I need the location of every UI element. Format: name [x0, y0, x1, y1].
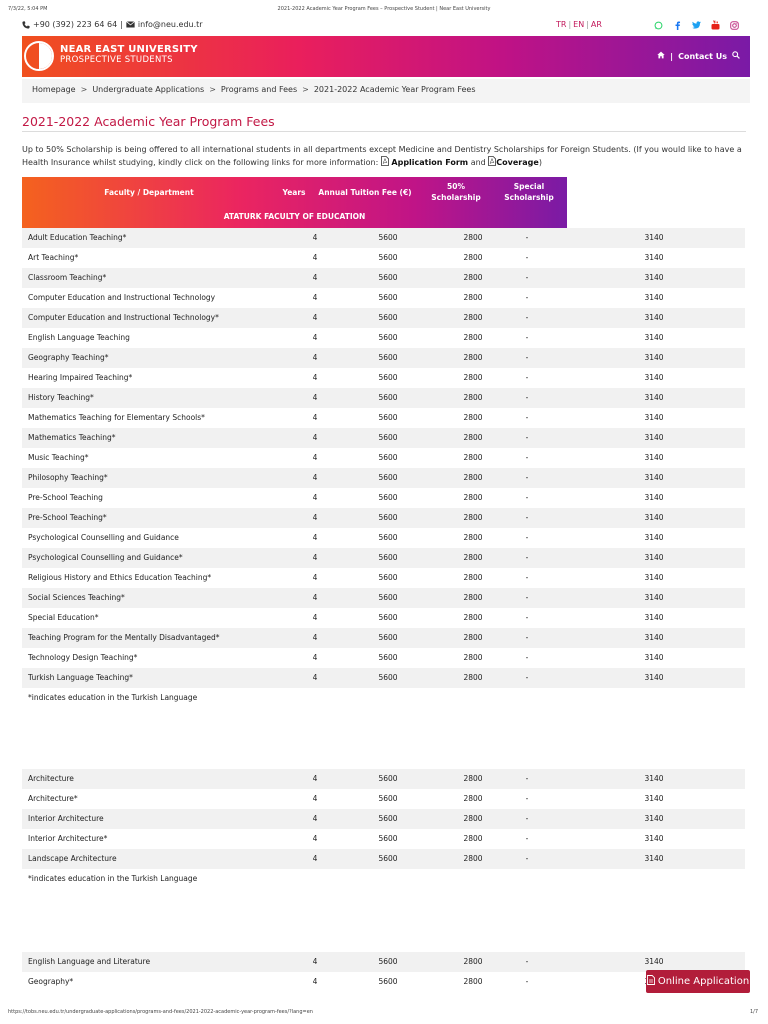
header-annual-tuition-fee: Annual Tuition Fee (€) [318, 188, 412, 197]
scholarship-amount-value: 3140 [644, 553, 664, 562]
years-value: 4 [312, 473, 318, 482]
table-row [22, 769, 745, 789]
print-date: 7/3/22, 5:04 PM [8, 6, 48, 12]
table-row [22, 829, 745, 849]
years-value: 4 [312, 393, 318, 402]
scholarship-50-value: 2800 [463, 313, 483, 322]
scholarship-50-value: 2800 [463, 233, 483, 242]
department-name: History Teaching* [28, 393, 94, 402]
years-value: 4 [312, 273, 318, 282]
scholarship-50-value: 2800 [463, 977, 483, 986]
logo-line-1: NEAR EAST UNIVERSITY [60, 44, 198, 55]
department-name: Music Teaching* [28, 453, 89, 462]
scholarship-50-value: 2800 [463, 373, 483, 382]
scholarship-amount-value: 3140 [644, 353, 664, 362]
table-row [22, 528, 745, 548]
table-row [22, 428, 745, 448]
table-row [22, 348, 745, 368]
scholarship-amount-value: 3140 [644, 854, 664, 863]
department-name: Religious History and Ethics Education Teaching* [28, 573, 212, 582]
site-banner [22, 36, 750, 77]
scholarship-50-value: 2800 [463, 493, 483, 502]
table-row [22, 368, 745, 388]
years-value: 4 [312, 333, 318, 342]
table-row [22, 468, 745, 488]
language-switcher [556, 20, 602, 29]
intro-and: and [470, 158, 486, 167]
scholarship-amount-value: 3140 [644, 593, 664, 602]
contact-bar [22, 20, 203, 29]
special-scholarship-value: - [525, 233, 529, 242]
table-row [22, 952, 745, 972]
tuition-fee-value: 5600 [378, 373, 398, 382]
university-logo-icon[interactable] [24, 41, 54, 71]
special-scholarship-value: - [525, 513, 529, 522]
breadcrumb-item-undergraduate-applications[interactable]: Undergraduate Applications [92, 85, 205, 94]
special-scholarship-value: - [525, 573, 529, 582]
department-name: Psychological Counselling and Guidance [28, 533, 179, 542]
years-value: 4 [312, 313, 318, 322]
breadcrumb-item-current: 2021-2022 Academic Year Program Fees [313, 85, 476, 94]
tuition-fee-value: 5600 [378, 854, 398, 863]
years-value: 4 [312, 794, 318, 803]
tuition-fee-value: 5600 [378, 613, 398, 622]
facebook-icon[interactable] [671, 19, 683, 31]
scholarship-50-value: 2800 [463, 513, 483, 522]
scholarship-50-value: 2800 [463, 333, 483, 342]
department-name: Geography Teaching* [28, 353, 109, 362]
tuition-fee-value: 5600 [378, 957, 398, 966]
department-name: Art Teaching* [28, 253, 79, 262]
department-name: Interior Architecture [28, 814, 104, 823]
years-value: 4 [312, 233, 318, 242]
table-row [22, 228, 745, 248]
breadcrumb-separator: > [302, 85, 309, 94]
lang-en[interactable]: EN [573, 20, 585, 29]
tuition-fee-value: 5600 [378, 493, 398, 502]
table-row [22, 608, 745, 628]
department-name: Turkish Language Teaching* [28, 673, 133, 682]
table-row [22, 849, 745, 869]
table-row [22, 648, 745, 668]
special-scholarship-value: - [525, 977, 529, 986]
scholarship-amount-value: 3140 [644, 573, 664, 582]
special-scholarship-value: - [525, 253, 529, 262]
tuition-fee-value: 5600 [378, 353, 398, 362]
tuition-fee-value: 5600 [378, 233, 398, 242]
special-scholarship-value: - [525, 653, 529, 662]
table-row [22, 548, 745, 568]
scholarship-50-value: 2800 [463, 473, 483, 482]
pdf-icon [381, 156, 389, 170]
special-scholarship-value: - [525, 333, 529, 342]
department-name: Pre-School Teaching [28, 493, 103, 502]
department-name: Psychological Counselling and Guidance* [28, 553, 183, 562]
tuition-fee-value: 5600 [378, 533, 398, 542]
tuition-fee-value: 5600 [378, 774, 398, 783]
department-name: Hearing Impaired Teaching* [28, 373, 133, 382]
years-value: 4 [312, 573, 318, 582]
scholarship-amount-value: 3140 [644, 673, 664, 682]
special-scholarship-value: - [525, 473, 529, 482]
special-scholarship-value: - [525, 834, 529, 843]
scholarship-50-value: 2800 [463, 774, 483, 783]
special-scholarship-value: - [525, 553, 529, 562]
header-special-scholarship: Special Scholarship [504, 182, 554, 202]
print-title: 2021-2022 Academic Year Program Fees – Prospective Student | Near East University [277, 6, 491, 12]
scholarship-amount-value: 3140 [644, 493, 664, 502]
scholarship-amount-value: 3140 [644, 533, 664, 542]
special-scholarship-value: - [525, 774, 529, 783]
years-value: 4 [312, 814, 318, 823]
department-name: Mathematics Teaching for Elementary Schools* [28, 413, 205, 422]
coverage-link[interactable]: Coverage [496, 158, 539, 167]
tuition-fee-value: 5600 [378, 673, 398, 682]
scholarship-50-value: 2800 [463, 533, 483, 542]
tuition-fee-value: 5600 [378, 393, 398, 402]
table-row [22, 408, 745, 428]
breadcrumb-item-homepage[interactable]: Homepage [32, 85, 76, 94]
header-50-scholarship: 50% Scholarship [431, 182, 481, 202]
breadcrumb-item-programs-and-fees[interactable]: Programs and Fees [220, 85, 298, 94]
scholarship-amount-value: 3140 [644, 453, 664, 462]
years-value: 4 [312, 353, 318, 362]
special-scholarship-value: - [525, 353, 529, 362]
instagram-icon[interactable] [728, 19, 740, 31]
years-value: 4 [312, 633, 318, 642]
years-value: 4 [312, 977, 318, 986]
print-url: https://tobs.neu.edu.tr/undergraduate-applications/programs-and-fees/2021-2022-academic-year-program-fees/?lang=en [8, 1009, 313, 1015]
tuition-fee-value: 5600 [378, 293, 398, 302]
scholarship-amount-value: 3140 [644, 393, 664, 402]
scholarship-50-value: 2800 [463, 393, 483, 402]
tuition-fee-value: 5600 [378, 273, 398, 282]
department-name: Landscape Architecture [28, 854, 117, 863]
breadcrumb-separator: > [80, 85, 88, 94]
scholarship-amount-value: 3140 [644, 814, 664, 823]
contact-us-link[interactable]: Contact Us [678, 51, 727, 61]
scholarship-amount-value: 3140 [644, 513, 664, 522]
years-value: 4 [312, 774, 318, 783]
table-row [22, 972, 745, 992]
home-icon[interactable] [657, 51, 665, 61]
logo-line-2: PROSPECTIVE STUDENTS [60, 55, 173, 65]
special-scholarship-value: - [525, 633, 529, 642]
scholarship-amount-value: 3140 [644, 834, 664, 843]
years-value: 4 [312, 854, 318, 863]
years-value: 4 [312, 433, 318, 442]
faculty-heading: ATATURK FACULTY OF EDUCATION [223, 212, 366, 221]
youtube-icon[interactable] [709, 19, 721, 31]
university-logo-text[interactable] [60, 44, 198, 66]
department-name: Interior Architecture* [28, 834, 108, 843]
department-name: Computer Education and Instructional Technology [28, 293, 216, 302]
table-row [22, 448, 745, 468]
special-scholarship-value: - [525, 854, 529, 863]
scholarship-amount-value: 3140 [644, 613, 664, 622]
table-row [22, 248, 745, 268]
scholarship-50-value: 2800 [463, 673, 483, 682]
fees-table-header [22, 177, 567, 228]
email-link[interactable]: info@neu.edu.tr [137, 20, 203, 29]
online-application-label: Online Application [657, 976, 750, 987]
scholarship-amount-value: 3140 [644, 333, 664, 342]
special-scholarship-value: - [525, 313, 529, 322]
table-row [22, 789, 745, 809]
years-value: 4 [312, 493, 318, 502]
intro-paragraph [22, 144, 744, 170]
scholarship-amount-value: 3140 [644, 413, 664, 422]
print-page-number: 1/7 [749, 1009, 758, 1015]
years-value: 4 [312, 653, 318, 662]
years-value: 4 [312, 293, 318, 302]
scholarship-50-value: 2800 [463, 573, 483, 582]
tuition-fee-value: 5600 [378, 553, 398, 562]
title-divider [22, 131, 746, 132]
table-row [22, 588, 745, 608]
document-icon [647, 975, 655, 988]
tuition-fee-value: 5600 [378, 593, 398, 602]
scholarship-50-value: 2800 [463, 433, 483, 442]
lang-ar[interactable]: AR [590, 20, 602, 29]
department-name: Adult Education Teaching* [28, 233, 127, 242]
table-row [22, 388, 745, 408]
banner-menu [657, 51, 740, 61]
years-value: 4 [312, 553, 318, 562]
special-scholarship-value: - [525, 533, 529, 542]
tuition-fee-value: 5600 [378, 453, 398, 462]
mail-icon [126, 21, 135, 28]
department-name: Special Education* [28, 613, 99, 622]
header-faculty-department: Faculty / Department [104, 188, 194, 197]
department-name: Mathematics Teaching* [28, 433, 116, 442]
twitter-icon[interactable] [690, 19, 702, 31]
scholarship-amount-value: 3140 [644, 293, 664, 302]
special-scholarship-value: - [525, 293, 529, 302]
tuition-fee-value: 5600 [378, 333, 398, 342]
scholarship-amount-value: 3140 [644, 313, 664, 322]
scholarship-50-value: 2800 [463, 273, 483, 282]
table-row [22, 628, 745, 648]
table-row [22, 488, 745, 508]
years-value: 4 [312, 593, 318, 602]
tuition-fee-value: 5600 [378, 313, 398, 322]
lang-separator: | [568, 20, 572, 29]
scholarship-50-value: 2800 [463, 957, 483, 966]
table-row [22, 328, 745, 348]
scholarship-amount-value: 3140 [644, 794, 664, 803]
tuition-fee-value: 5600 [378, 513, 398, 522]
whatsapp-icon[interactable] [652, 19, 664, 31]
special-scholarship-value: - [525, 433, 529, 442]
turkish-language-note: *indicates education in the Turkish Language [22, 869, 745, 889]
scholarship-50-value: 2800 [463, 413, 483, 422]
special-scholarship-value: - [525, 493, 529, 502]
special-scholarship-value: - [525, 613, 529, 622]
special-scholarship-value: - [525, 413, 529, 422]
years-value: 4 [312, 533, 318, 542]
department-name: Technology Design Teaching* [28, 653, 138, 662]
scholarship-amount-value: 3140 [644, 233, 664, 242]
special-scholarship-value: - [525, 373, 529, 382]
scholarship-amount-value: 3140 [644, 653, 664, 662]
scholarship-50-value: 2800 [463, 293, 483, 302]
breadcrumb-separator: > [209, 85, 216, 94]
table-row [22, 288, 745, 308]
years-value: 4 [312, 373, 318, 382]
department-name: Classroom Teaching* [28, 273, 107, 282]
department-name: Architecture* [28, 794, 78, 803]
department-name: Architecture [28, 774, 74, 783]
table-row [22, 668, 745, 688]
scholarship-50-value: 2800 [463, 353, 483, 362]
scholarship-amount-value: 3140 [644, 433, 664, 442]
phone-icon [22, 21, 30, 29]
department-name: Teaching Program for the Mentally Disadvantaged* [28, 633, 220, 642]
special-scholarship-value: - [525, 814, 529, 823]
scholarship-50-value: 2800 [463, 854, 483, 863]
scholarship-amount-value: 3140 [644, 273, 664, 282]
menu-separator: | [670, 51, 674, 61]
table-row [22, 568, 745, 588]
scholarship-50-value: 2800 [463, 794, 483, 803]
table-row [22, 809, 745, 829]
years-value: 4 [312, 834, 318, 843]
online-application-button[interactable] [646, 970, 750, 993]
intro-close: ) [538, 158, 542, 167]
special-scholarship-value: - [525, 453, 529, 462]
scholarship-amount-value: 3140 [644, 373, 664, 382]
tuition-fee-value: 5600 [378, 653, 398, 662]
contact-separator: | [120, 20, 123, 29]
scholarship-amount-value: 3140 [644, 633, 664, 642]
department-name: Computer Education and Instructional Technology* [28, 313, 219, 322]
years-value: 4 [312, 673, 318, 682]
department-name: Social Sciences Teaching* [28, 593, 125, 602]
tuition-fee-value: 5600 [378, 633, 398, 642]
department-name: Philosophy Teaching* [28, 473, 108, 482]
tuition-fee-value: 5600 [378, 473, 398, 482]
scholarship-50-value: 2800 [463, 453, 483, 462]
department-name: English Language Teaching [28, 333, 130, 342]
department-name: Geography* [28, 977, 74, 986]
application-form-link[interactable]: Application Form [391, 158, 469, 167]
scholarship-amount-value: 3140 [644, 253, 664, 262]
table-row [22, 508, 745, 528]
tuition-fee-value: 5600 [378, 253, 398, 262]
scholarship-amount-value: 3140 [644, 473, 664, 482]
tuition-fee-value: 5600 [378, 413, 398, 422]
special-scholarship-value: - [525, 794, 529, 803]
scholarship-50-value: 2800 [463, 653, 483, 662]
years-value: 4 [312, 513, 318, 522]
special-scholarship-value: - [525, 957, 529, 966]
breadcrumb [22, 79, 750, 103]
turkish-language-note: *indicates education in the Turkish Language [22, 688, 745, 708]
header-years: Years [282, 188, 306, 197]
scholarship-amount-value: 3140 [644, 774, 664, 783]
years-value: 4 [312, 613, 318, 622]
scholarship-50-value: 2800 [463, 834, 483, 843]
lang-tr[interactable]: TR [556, 20, 567, 29]
special-scholarship-value: - [525, 593, 529, 602]
tuition-fee-value: 5600 [378, 794, 398, 803]
tuition-fee-value: 5600 [378, 977, 398, 986]
scholarship-50-value: 2800 [463, 613, 483, 622]
department-name: Pre-School Teaching* [28, 513, 107, 522]
special-scholarship-value: - [525, 673, 529, 682]
phone-number[interactable]: +90 (392) 223 64 64 [33, 20, 118, 29]
scholarship-50-value: 2800 [463, 253, 483, 262]
department-name: English Language and Literature [28, 957, 151, 966]
tuition-fee-value: 5600 [378, 433, 398, 442]
special-scholarship-value: - [525, 273, 529, 282]
tuition-fee-value: 5600 [378, 834, 398, 843]
scholarship-50-value: 2800 [463, 814, 483, 823]
years-value: 4 [312, 957, 318, 966]
lang-separator: | [586, 20, 589, 29]
page-title: 2021-2022 Academic Year Program Fees [22, 114, 275, 129]
scholarship-50-value: 2800 [463, 593, 483, 602]
scholarship-amount-value: 3140 [644, 957, 664, 966]
scholarship-50-value: 2800 [463, 633, 483, 642]
table-row [22, 268, 745, 288]
special-scholarship-value: - [525, 393, 529, 402]
years-value: 4 [312, 453, 318, 462]
table-row [22, 308, 745, 328]
years-value: 4 [312, 413, 318, 422]
years-value: 4 [312, 253, 318, 262]
scholarship-50-value: 2800 [463, 553, 483, 562]
intro-text: Up to 50% Scholarship is being offered to all international students in all departments except Medicine and Dentistry Scholarships for Foreign Students. (If you would like to have a Health Insurance whilst studying, kindly click on the following links for more information: [22, 145, 742, 167]
tuition-fee-value: 5600 [378, 573, 398, 582]
search-icon[interactable] [732, 51, 740, 61]
tuition-fee-value: 5600 [378, 814, 398, 823]
